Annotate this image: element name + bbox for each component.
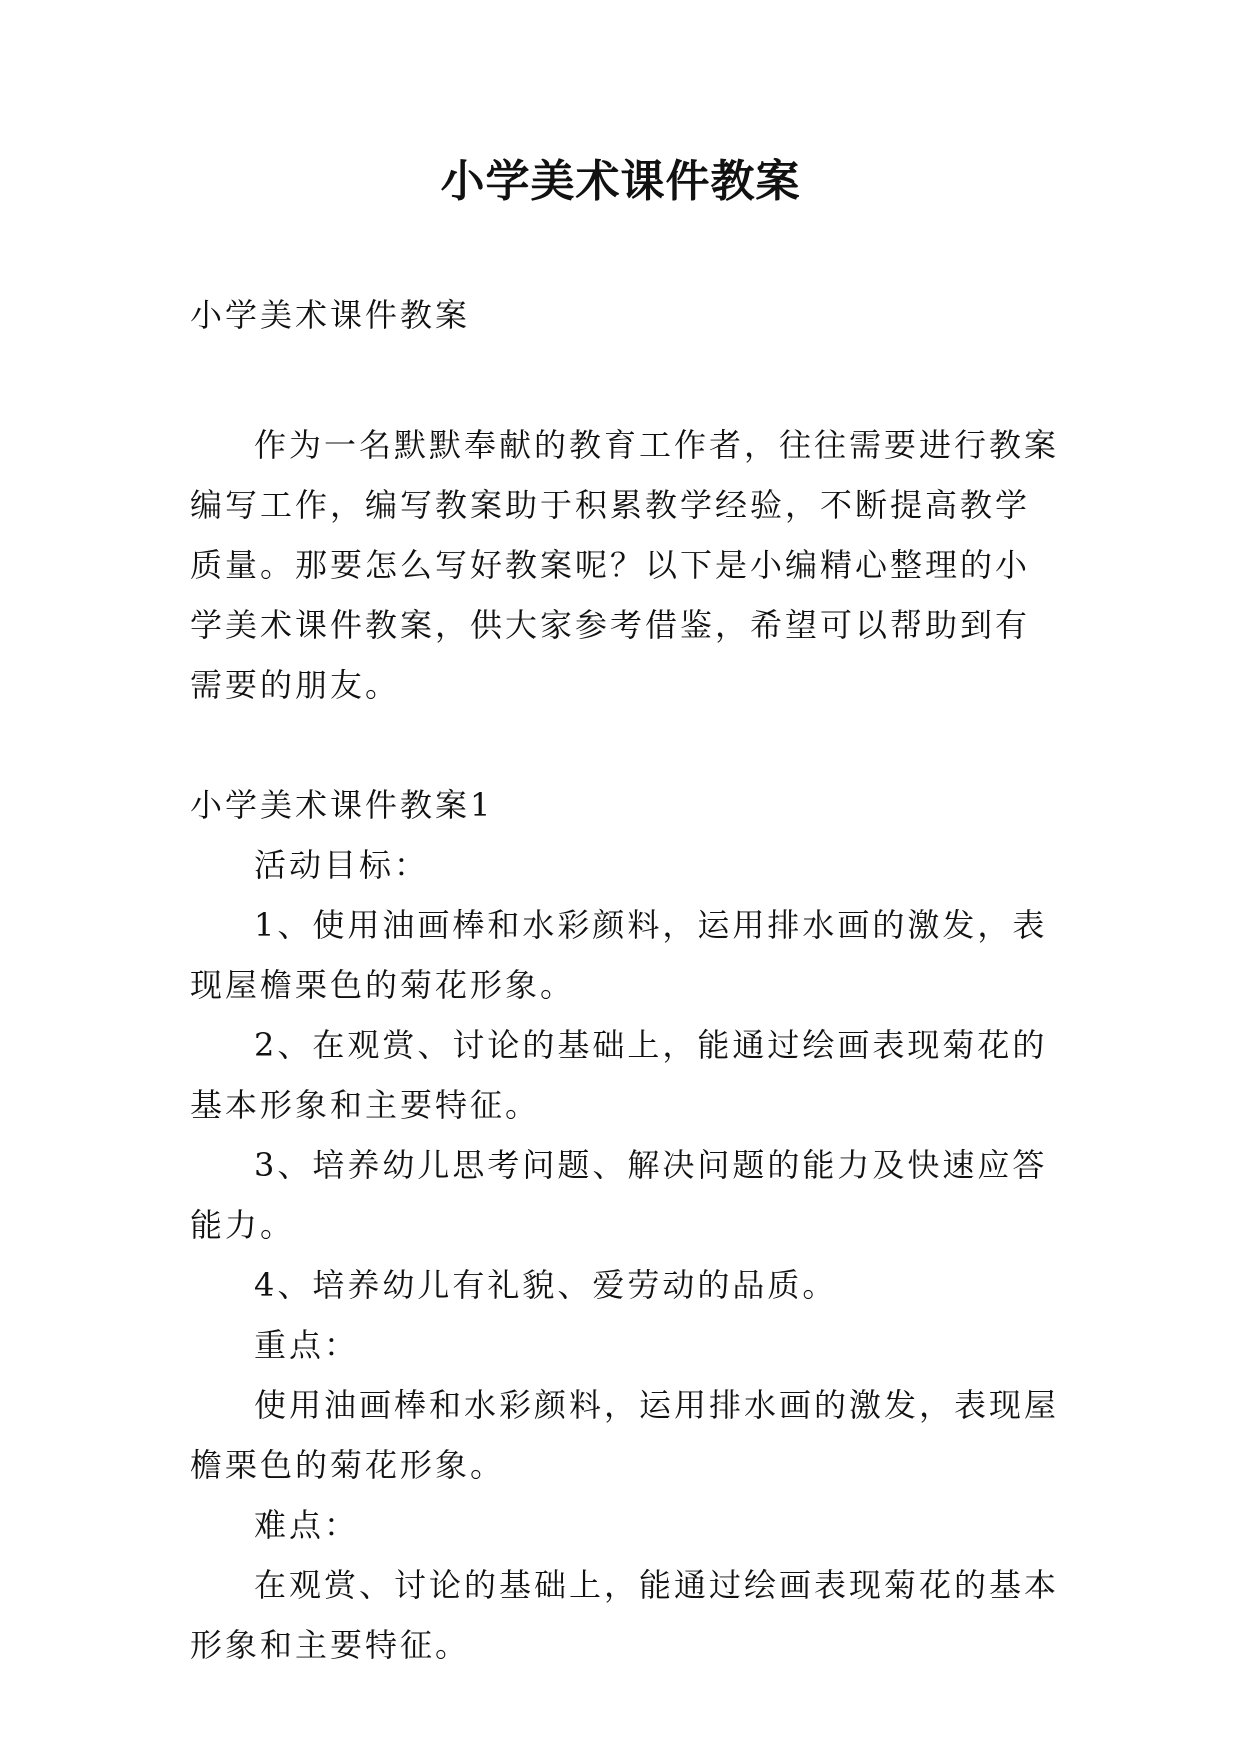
goal-item-1: 1、使用油画棒和水彩颜料，运用排水画的激发，表现屋檐栗色的菊花形象。 [190, 906, 1048, 1004]
document-body [190, 285, 1060, 1675]
goal-item-3: 3、培养幼儿思考问题、解决问题的能力及快速应答能力。 [190, 1146, 1048, 1244]
difficulty-text: 在观赏、讨论的基础上，能通过绘画表现菊花的基本形象和主要特征。 [190, 1566, 1060, 1664]
goal-item-2: 2、在观赏、讨论的基础上，能通过绘画表现菊花的基本形象和主要特征。 [190, 1026, 1048, 1124]
difficulty-label: 难点： [254, 1506, 360, 1544]
intro-paragraph: 作为一名默默奉献的教育工作者，往往需要进行教案编写工作，编写教案助于积累教学经验，不断提高教学质量。那要怎么写好教案呢？以下是小编精心整理的小学美术课件教案，供大家参考借鉴，希望可以帮助到有需要的朋友。 [190, 426, 1060, 704]
document-subtitle: 小学美术课件教案 [190, 296, 471, 334]
key-point-label: 重点： [254, 1326, 360, 1364]
key-point-text: 使用油画棒和水彩颜料，运用排水画的激发，表现屋檐栗色的菊花形象。 [190, 1386, 1060, 1484]
document-title: 小学美术课件教案 [440, 156, 801, 207]
goal-item-4: 4、培养幼儿有礼貌、爱劳动的品质。 [254, 1266, 838, 1304]
goals-label: 活动目标： [254, 846, 430, 884]
section-heading: 小学美术课件教案1 [190, 786, 494, 824]
